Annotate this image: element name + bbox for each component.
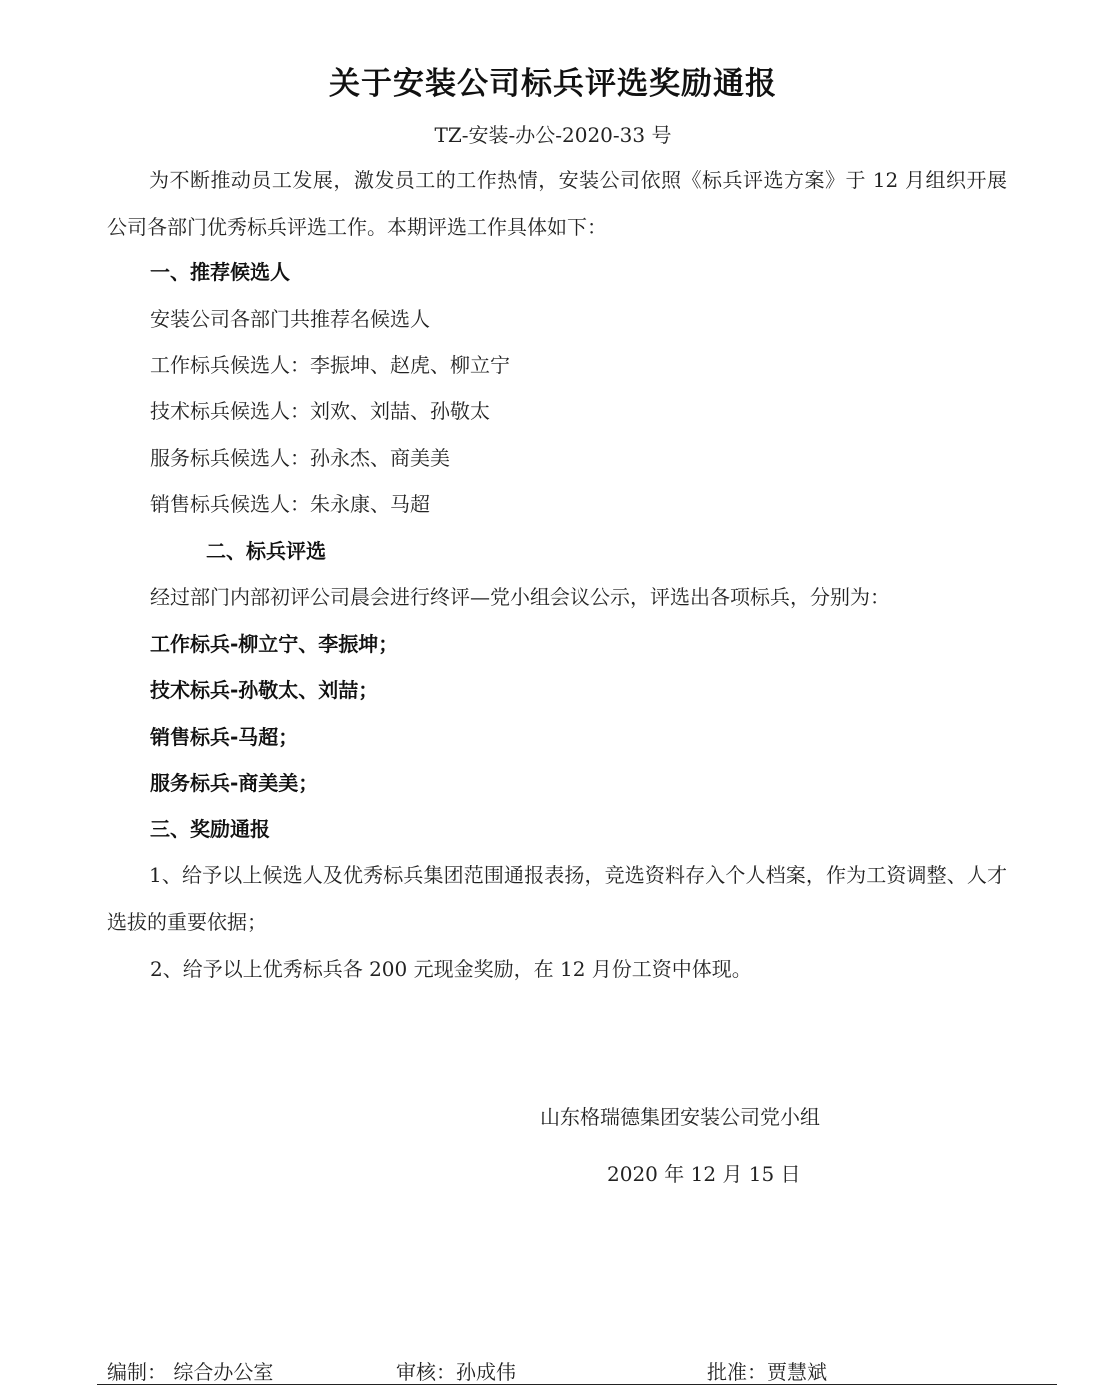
reward-item-1: 1、给予以上候选人及优秀标兵集团范围通报表扬，竞选资料存入个人档案，作为工资调整、人才选拔的重要依据； [107, 863, 1007, 934]
work-candidates: 工作标兵候选人：李振坤、赵虎、柳立宁 [150, 353, 510, 377]
section1-heading: 一、推荐候选人 [150, 260, 290, 284]
tech-winner: 技术标兵-孙敬太、刘喆； [150, 678, 379, 702]
service-winner: 服务标兵-商美美； [150, 771, 319, 795]
issuing-organization: 山东格瑞德集团安装公司党小组 [540, 1105, 820, 1129]
work-winner: 工作标兵-柳立宁、李振坤； [150, 632, 399, 656]
compiled-by: 编制： 综合办公室 [107, 1360, 274, 1384]
sales-candidates: 销售标兵候选人：朱永康、马超 [150, 492, 430, 516]
reviewed-by: 审核：孙成伟 [396, 1360, 516, 1384]
intro-paragraph: 为不断推动员工发展，激发员工的工作热情，安装公司依照《标兵评选方案》于 12 月组织开展公司各部门优秀标兵评选工作。本期评选工作具体如下： [107, 168, 1007, 239]
document-title: 关于安装公司标兵评选奖励通报 [329, 66, 777, 102]
section3-heading: 三、奖励通报 [150, 817, 270, 841]
section2-heading: 二、标兵评选 [206, 539, 326, 563]
service-candidates: 服务标兵候选人：孙永杰、商美美 [150, 446, 450, 470]
tech-candidates: 技术标兵候选人：刘欢、刘喆、孙敬太 [150, 399, 490, 423]
selection-intro: 经过部门内部初评公司晨会进行终评—党小组会议公示，评选出各项标兵，分别为： [150, 585, 890, 609]
reward-item-2: 2、给予以上优秀标兵各 200 元现金奖励，在 12 月份工资中体现。 [150, 957, 752, 981]
sales-winner: 销售标兵-马超； [150, 725, 299, 749]
issue-date: 2020 年 12 月 15 日 [607, 1162, 801, 1186]
document-number: TZ-安装-办公-2020-33 号 [434, 123, 672, 147]
candidate-summary: 安装公司各部门共推荐名候选人 [150, 307, 430, 331]
approved-by: 批准：贾慧斌 [707, 1360, 827, 1384]
approval-footer [97, 1356, 1057, 1385]
